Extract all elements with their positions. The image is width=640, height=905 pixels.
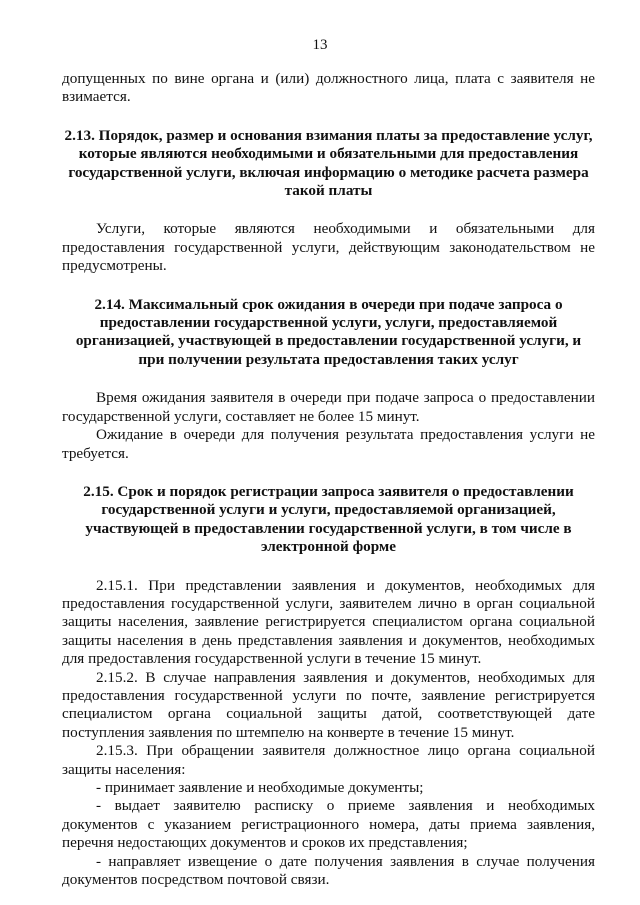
section-2-13: [62, 127, 595, 276]
list-item: - выдает заявителю расписку о приеме заявления и необходимых документов с указанием регистрационного номера, даты приема заявления, перечня недостающих документов и сроков их представления;: [62, 797, 595, 852]
list-item: - направляет извещение о дате получения заявления в случае получения документов посредством почтовой связи.: [62, 852, 595, 889]
paragraph: Услуги, которые являются необходимыми и обязательными для предоставления государственной услуги, действующим законодательством не предусмотрены.: [62, 220, 595, 275]
paragraph: Ожидание в очереди для получения результата предоставления услуги не требуется.: [62, 426, 595, 462]
paragraph: 2.15.3. При обращении заявителя должностное лицо органа социальной защиты населения:: [62, 742, 595, 778]
paragraph: 2.15.2. В случае направления заявления и документов, необходимых для предоставления государственной услуги по почте, заявление регистрируется специалистом органа социальной защиты датой, соответствующей дате поступления заявления по штемпелю на конверте в течение 15 минут.: [62, 668, 595, 741]
paragraph: 2.15.1. При представлении заявления и документов, необходимых для предоставления государственной услуги, заявителем лично в орган социальной защиты населения, заявление регистрируется специалистом органа социальной защиты населения в день представления заявления и документов, необходимых для предоставления государственной услуги в течение 15 минут.: [62, 576, 595, 668]
paragraph: Время ожидания заявителя в очереди при подаче запроса о предоставлении государственной услуги, составляет не более 15 минут.: [62, 389, 595, 425]
page-number: 13: [312, 37, 328, 53]
list-item: - принимает заявление и необходимые документы;: [96, 779, 424, 796]
section-heading: 2.14. Максимальный срок ожидания в очереди при подаче запроса о предоставлении государственной услуги, услуги, предоставляемой организацией, участвующей в предоставлении государственной услуги, и при получении результата предоставления таких услуг: [75, 295, 582, 368]
intro-paragraph: допущенных по вине органа и (или) должностного лица, плата с заявителя не взимается.: [62, 70, 595, 106]
section-2-14: [62, 296, 595, 463]
document-body: [62, 70, 595, 889]
section-heading: 2.15. Срок и порядок регистрации запроса заявителя о предоставлении государственной услуги и услуги, предоставляемой организацией, участвующей в предоставлении государственной услуги, в том числе в электронной форме: [83, 482, 574, 556]
section-heading: 2.13. Порядок, размер и основания взимания платы за предоставление услуг, которые являются необходимыми и обязательными для предоставления государственной услуги, включая информацию о методике расчета размера такой платы: [64, 126, 593, 200]
section-2-15: [62, 483, 595, 890]
